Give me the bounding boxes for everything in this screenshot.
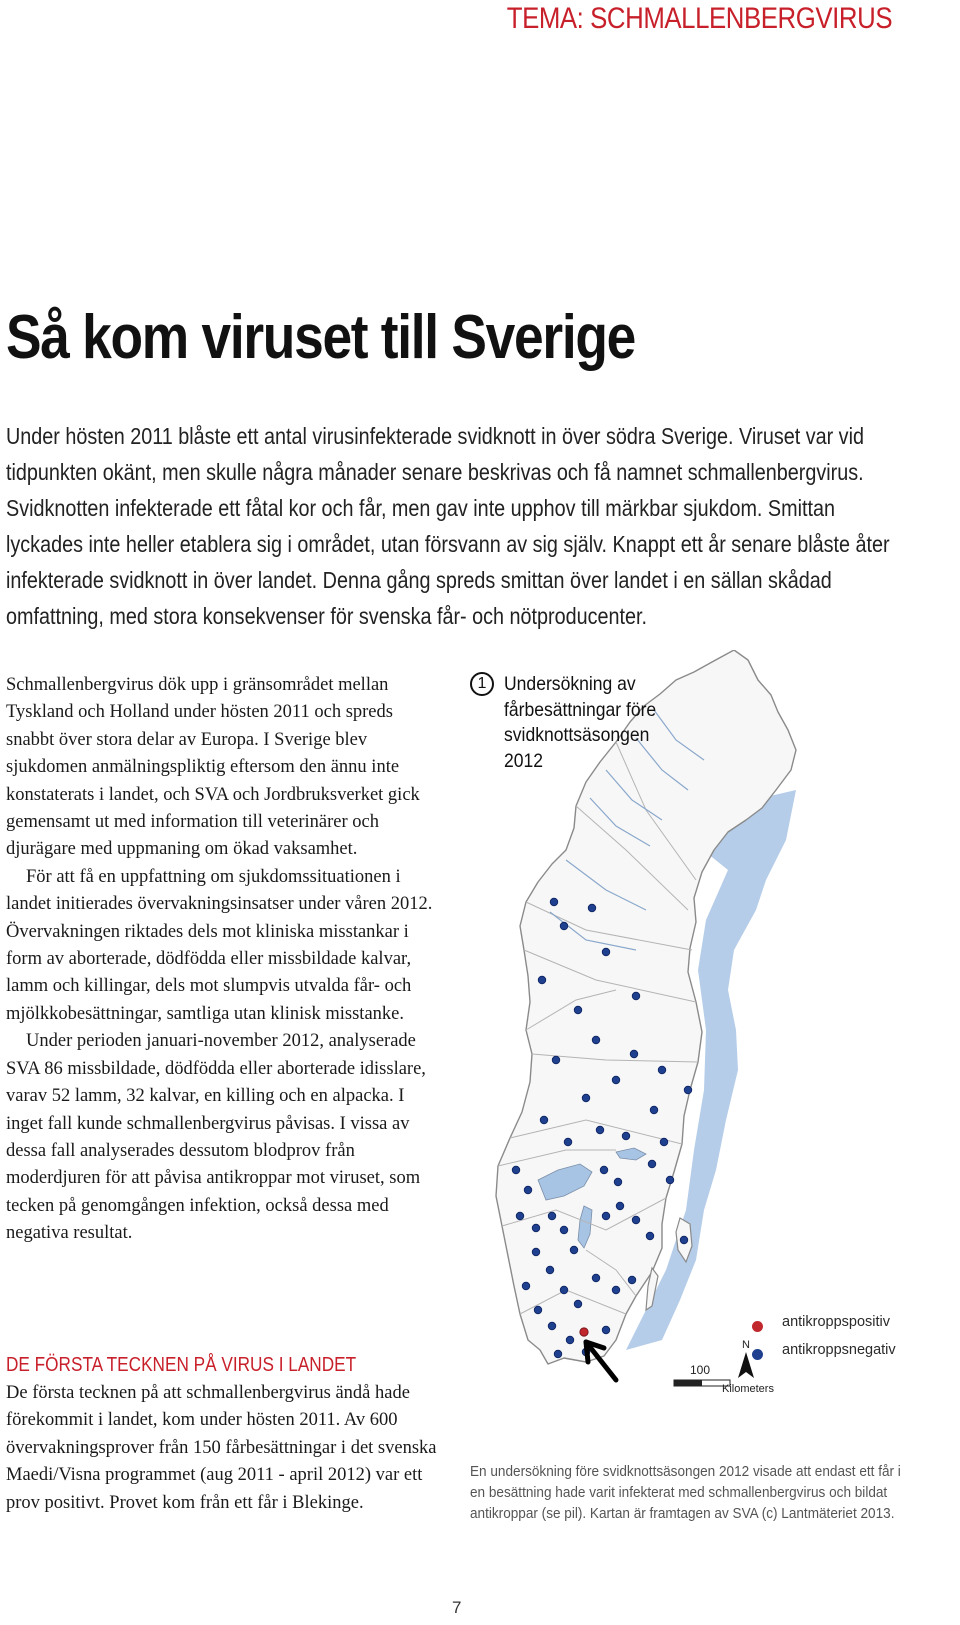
legend-dot-positive [752, 1321, 763, 1332]
page-number: 7 [452, 1598, 462, 1617]
figure-number: 1 [470, 672, 494, 696]
article-body [6, 672, 438, 1248]
section-heading: DE FÖRSTA TECKNEN PÅ VIRUS I LANDET [6, 1354, 357, 1376]
legend-label: antikroppsnegativ [782, 1342, 896, 1358]
body-paragraph: Schmallenbergvirus dök upp i gränsområdet mellan Tyskland och Holland under hösten 2011 och spreds snabbt över stora delar av Europa. I Sverige blev sjukdomen anmälningspliktig eftersom den ännu inte konstaterats i landet, och SVA och Jordbruksverket gick gemensamt ut med information till veterinärer och djurägare med uppmaning om ökad vaksamhet. [6, 675, 420, 860]
article-ingress: Under hösten 2011 blåste ett antal virusinfekterade svidknott in över södra Sverige. Viruset var vid tidpunkten okänt, men skulle några månader senare beskrivas och få namnet schmallenbergvirus. Svidknotten infekterade ett fåtal kor och får, men gav inte upphov till märkbar sjukdom. Smittan lyckades inte heller etablera sig i området, utan försvann av sig själv. Knappt ett år senare blåste åter infekterade svidknott in över landet. Denna gång spreds smittan över landet i en sällan skådad omfattning, med stora konsekvenser för svenska får- och nötproducenter. [6, 423, 890, 629]
antikroppspositiv-points [580, 1328, 588, 1336]
section-paragraph: De första tecknen på att schmallenbergvirus ändå hade förekommit i landet, kom under hösten 2011. Av 600 övervakningsprover från 150 fårbesättningar i det svenska Maedi/Visna programmet (aug 2011 - april 2012) var ett prov positivt. Provet kom från ett får i Blekinge. [6, 1383, 437, 1513]
figure-caption [470, 1462, 907, 1525]
body-paragraph: För att få en uppfattning om sjukdomssituationen i landet initierades övervakningsinsatser under våren 2012. Övervakningen riktades dels mot kliniska misstankar i form av aborterade, dödfödda eller missbildade kalvar, lamm och killingar, dels mot slumpvis utvalda får- och mjölkkobesättningar, samtliga utan klinisk misstanke. [6, 866, 433, 1024]
north-label: N [742, 1339, 750, 1351]
scale-value: 100 [690, 1363, 711, 1377]
caption-text: En undersökning före svidknottsäsongen 2012 visade att endast ett får i en besättning hade varit infekterat med schmallenbergvirus och bildat antikroppar (se pil). Kartan är framtagen av SVA (c) Lantmäteriet 2013. [470, 1464, 901, 1522]
article-headline: Så kom viruset till Sverige [6, 303, 635, 372]
legend-dot-negative [752, 1349, 763, 1360]
body-paragraph: Under perioden januari-november 2012, analyserade SVA 86 missbildade, dödfödda eller aborterade idisslare, varav 52 lamm, 32 kalvar, en killing och en alpacka. I inget fall kunde schmallenbergvirus påvisas. I vissa av dessa fall analyserades dessutom blodprov från moderdjuren för att påvisa antikroppar mot viruset, som tecken på genomgången infektion, också dessa med negativa resultat. [6, 1031, 426, 1244]
figure-title: Undersökning av fårbesättningar före svidknottsäsongen 2012 [504, 673, 657, 772]
legend-label: antikroppspositiv [782, 1314, 890, 1330]
scale-unit: Kilometers [722, 1383, 774, 1395]
section-topic: TEMA: SCHMALLENBERGVIRUS [506, 2, 892, 35]
